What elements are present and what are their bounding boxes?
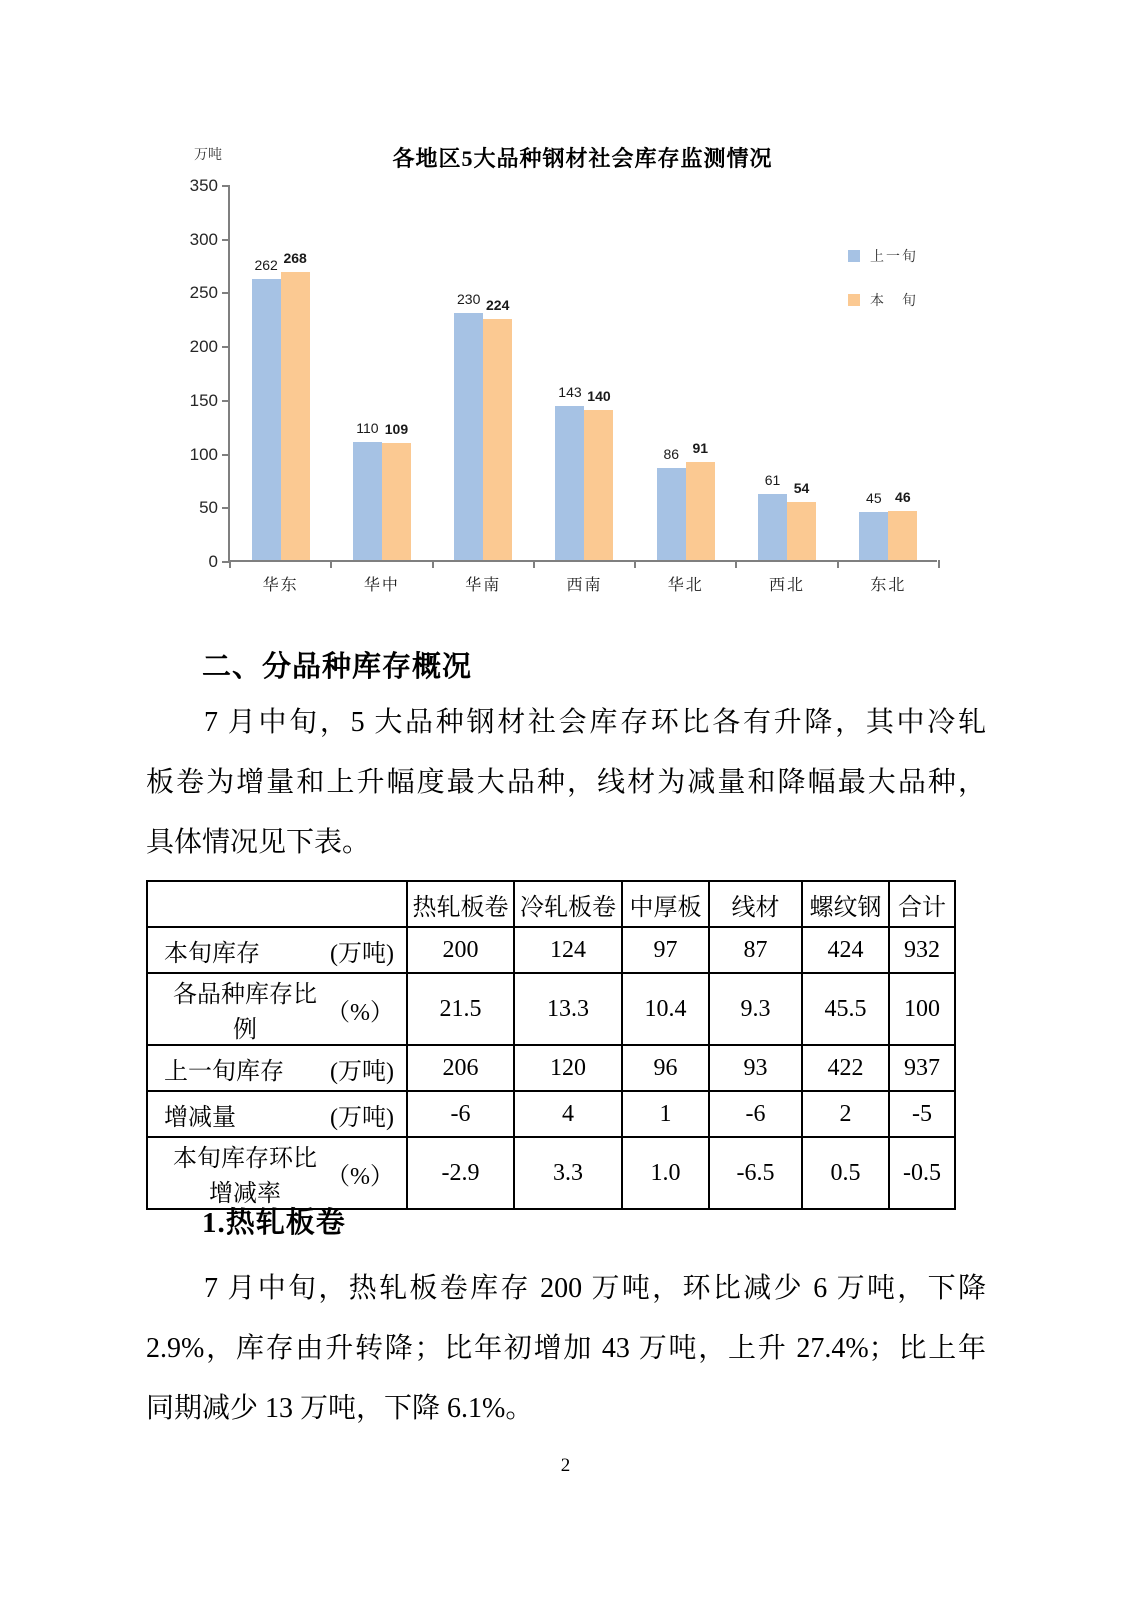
table-row-header — [147, 1045, 407, 1091]
bar-西南-curr — [584, 387, 613, 560]
table-cell: 97 — [622, 927, 709, 973]
y-axis-tick-label: 100 — [189, 444, 218, 464]
bar-group-6 — [736, 186, 837, 594]
paragraph-hot-rolled — [146, 1272, 986, 1452]
row-unit: （%） — [326, 999, 394, 1026]
table-cell: 93 — [709, 1045, 802, 1091]
table-cell: -6.5 — [709, 1137, 802, 1209]
bar-value-label: 45 — [866, 489, 882, 506]
bar-group-7 — [838, 186, 939, 594]
chart-title: 各地区5大品种钢材社会库存监测情况 — [392, 146, 773, 171]
text-line: 7 月中旬，5 大品种钢材社会库存环比各有升降，其中冷轧 — [204, 707, 986, 738]
bar-华中-curr — [382, 420, 411, 560]
x-axis-category-label: 华东 — [262, 577, 299, 594]
chart-legend — [848, 246, 918, 334]
table-cell: 45.5 — [802, 973, 889, 1045]
table-column-header: 热轧板卷 — [407, 881, 514, 927]
table-row-header — [147, 1091, 407, 1137]
table-row — [147, 927, 955, 973]
row-label: 本旬库存 — [164, 940, 260, 967]
table-row-header — [147, 1137, 407, 1209]
row-unit: (万吨) — [330, 1104, 394, 1131]
table-cell: 0.5 — [802, 1137, 889, 1209]
table-cell: 4 — [514, 1091, 622, 1137]
bar-东北-curr — [888, 488, 917, 560]
x-axis-tick — [330, 560, 332, 568]
row-label: 本旬库存环比增减率 — [173, 1146, 317, 1207]
text-line: 2.9%，库存由升转降；比年初增加 43 万吨，上升 27.4%；比上年 — [146, 1333, 986, 1364]
table-cell: 87 — [709, 927, 802, 973]
bar-value-label: 268 — [283, 250, 307, 267]
table-cell: 3.3 — [514, 1137, 622, 1209]
bar-value-label: 140 — [587, 387, 611, 404]
table-cell: 13.3 — [514, 973, 622, 1045]
bar-西北-curr — [787, 480, 816, 560]
y-axis-unit-label: 万吨 — [194, 148, 222, 163]
x-axis-tick — [938, 560, 940, 568]
bar-华南-curr — [483, 297, 512, 560]
legend-item — [848, 290, 918, 310]
text-line: 同期减少 13 万吨，下降 6.1%。 — [146, 1393, 534, 1424]
y-axis-tick — [222, 400, 230, 402]
x-axis-category-label: 华中 — [363, 577, 400, 594]
bar-group-5 — [635, 186, 736, 594]
bar-value-label: 109 — [384, 420, 409, 437]
bar-value-label: 86 — [663, 445, 680, 462]
y-axis-tick — [222, 454, 230, 456]
bar-value-label: 91 — [692, 440, 709, 457]
legend-swatch-icon — [848, 294, 860, 306]
row-label: 上一旬库存 — [164, 1058, 284, 1085]
table-cell: 96 — [622, 1045, 709, 1091]
bar-group-3 — [433, 186, 534, 594]
table-row-header — [147, 973, 407, 1045]
table-cell: -5 — [889, 1091, 955, 1137]
x-axis-tick — [735, 560, 737, 568]
row-unit: (万吨) — [330, 1058, 394, 1085]
legend-label: 本 旬 — [870, 294, 918, 309]
bar-华北-prev — [657, 445, 686, 560]
y-axis-tick-label: 50 — [199, 498, 218, 518]
y-axis-tick-label: 150 — [189, 390, 218, 410]
inventory-table — [146, 880, 956, 1210]
x-axis-category-label: 东北 — [870, 577, 907, 594]
table-row — [147, 1137, 955, 1209]
bar-华南-prev — [454, 290, 483, 560]
table-cell: 124 — [514, 927, 622, 973]
table-corner-cell — [147, 881, 407, 927]
bar-group-1 — [230, 186, 331, 594]
y-axis-tick — [222, 239, 230, 241]
table-cell: 21.5 — [407, 973, 514, 1045]
table-column-header: 合计 — [889, 881, 955, 927]
bar-value-label: 110 — [356, 419, 379, 436]
chart-plot-area — [189, 176, 937, 594]
x-axis-category-label: 华北 — [667, 577, 704, 594]
text-line: 板卷为增量和上升幅度最大品种，线材为减量和降幅最大品种， — [146, 767, 986, 798]
table-cell: 937 — [889, 1045, 955, 1091]
row-label: 增减量 — [164, 1104, 236, 1131]
x-axis-tick — [634, 560, 636, 568]
paragraph-overview — [146, 706, 986, 886]
table-cell: 2 — [802, 1091, 889, 1137]
table-column-header: 冷轧板卷 — [514, 881, 622, 927]
legend-swatch-icon — [848, 250, 860, 262]
x-axis-category-label: 西南 — [566, 577, 603, 594]
table-column-header: 中厚板 — [622, 881, 709, 927]
table-cell: 424 — [802, 927, 889, 973]
row-unit: （%） — [326, 1163, 394, 1190]
x-axis-tick — [432, 560, 434, 568]
bar-西北-prev — [758, 472, 787, 560]
x-axis-category-label: 华南 — [465, 577, 502, 594]
bar-西南-prev — [555, 384, 584, 560]
bar-group-2 — [331, 186, 432, 594]
table-row — [147, 1045, 955, 1091]
table-cell: 932 — [889, 927, 955, 973]
text-line: 具体情况见下表。 — [146, 827, 371, 858]
section-heading: 二、分品种库存概况 — [202, 651, 473, 683]
table-cell: 120 — [514, 1045, 622, 1091]
table-cell: 1.0 — [622, 1137, 709, 1209]
bar-value-label: 224 — [486, 297, 510, 314]
table-row — [147, 1091, 955, 1137]
y-axis-tick — [222, 346, 230, 348]
table-cell: 200 — [407, 927, 514, 973]
table-column-header: 螺纹钢 — [802, 881, 889, 927]
page-number: 2 — [560, 1455, 571, 1476]
table-row-header — [147, 927, 407, 973]
table-cell: -6 — [709, 1091, 802, 1137]
bar-value-label: 230 — [457, 290, 481, 307]
y-axis-tick-label: 0 — [208, 552, 218, 571]
y-axis-tick — [222, 185, 230, 187]
y-axis-tick-label: 300 — [189, 229, 218, 249]
x-axis-category-label: 西北 — [769, 577, 806, 594]
table-cell: 422 — [802, 1045, 889, 1091]
y-axis-tick-label: 200 — [189, 337, 218, 357]
legend-label: 上一旬 — [870, 250, 918, 265]
row-label: 各品种库存比例 — [173, 982, 317, 1043]
text-line: 7 月中旬，热轧板卷库存 200 万吨，环比减少 6 万吨，下降 — [204, 1273, 986, 1304]
bar-value-label: 143 — [558, 384, 582, 401]
subsection-heading: 1.热轧板卷 — [202, 1207, 346, 1239]
bar-东北-prev — [859, 489, 888, 560]
inventory-chart — [146, 138, 986, 608]
row-unit: (万吨) — [330, 940, 394, 967]
x-axis-tick — [533, 560, 535, 568]
legend-item — [848, 246, 918, 266]
x-axis-tick — [837, 560, 839, 568]
bar-value-label: 262 — [254, 256, 278, 273]
table-cell: -6 — [407, 1091, 514, 1137]
bar-value-label: 54 — [793, 480, 810, 496]
bar-华北-curr — [686, 440, 715, 560]
table-cell: 10.4 — [622, 973, 709, 1045]
y-axis-tick — [222, 507, 230, 509]
bar-group-4 — [534, 186, 635, 594]
bar-value-label: 61 — [764, 472, 781, 489]
table-cell: -2.9 — [407, 1137, 514, 1209]
table-row — [147, 973, 955, 1045]
table-cell: 9.3 — [709, 973, 802, 1045]
y-axis-tick-label: 350 — [189, 176, 218, 195]
y-axis-tick-label: 250 — [189, 283, 218, 303]
table-column-header: 线材 — [709, 881, 802, 927]
bar-华东-curr — [281, 250, 310, 560]
y-axis-tick — [222, 292, 230, 294]
x-axis-tick — [229, 560, 231, 568]
bar-value-label: 46 — [895, 488, 911, 505]
table-cell: -0.5 — [889, 1137, 955, 1209]
table-cell: 100 — [889, 973, 955, 1045]
table-cell: 1 — [622, 1091, 709, 1137]
bar-华东-prev — [252, 256, 281, 560]
bar-华中-prev — [353, 419, 382, 560]
table-cell: 206 — [407, 1045, 514, 1091]
